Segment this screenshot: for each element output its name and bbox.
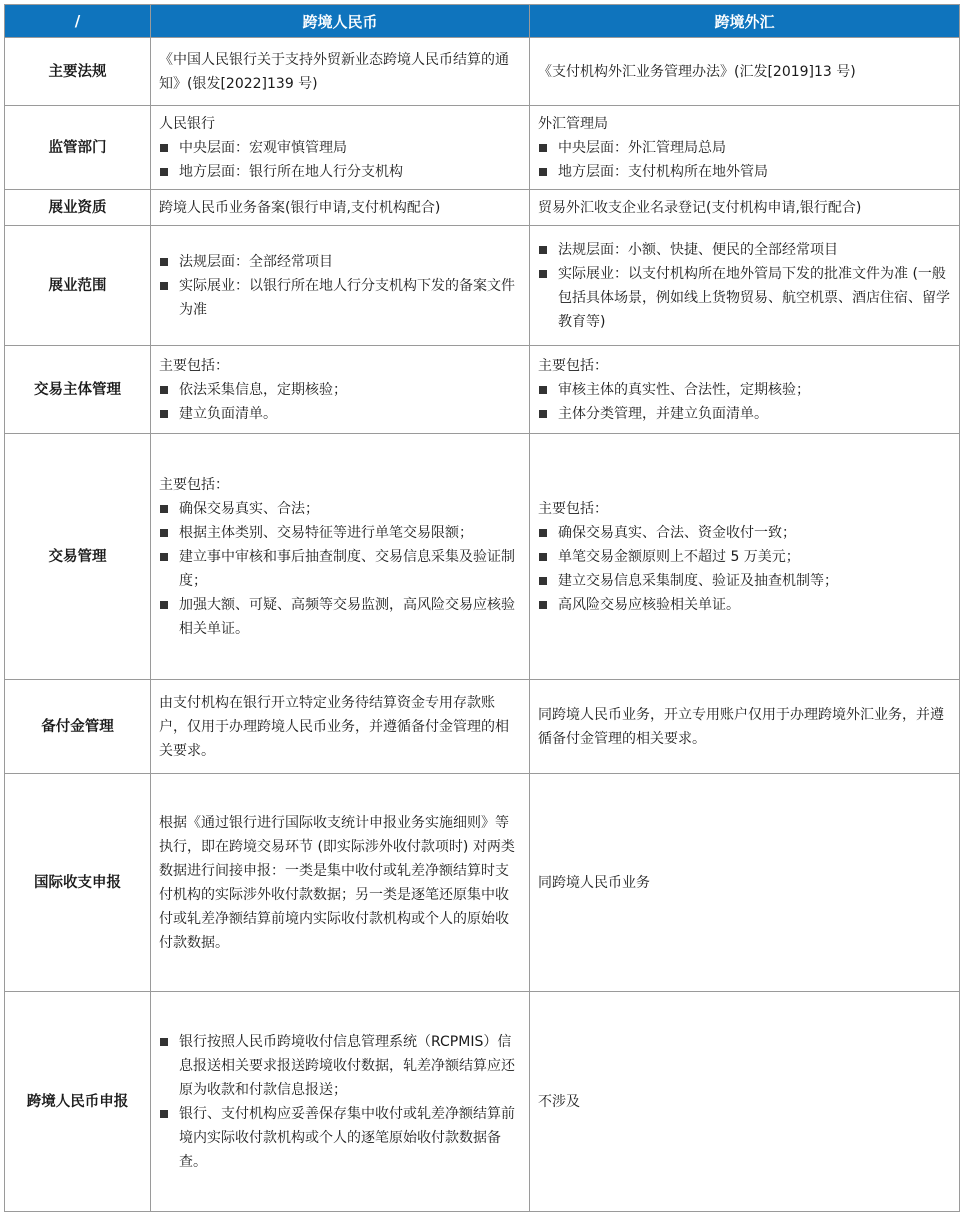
- comparison-table-wrapper: [4, 4, 959, 1212]
- cell-cross-border-rmb: [151, 680, 530, 774]
- table-row: [5, 992, 960, 1212]
- header-row: [5, 5, 960, 38]
- bullet-item: 地方层面：银行所在地人行分支机构: [159, 160, 521, 184]
- cell-cross-border-fx: [530, 774, 960, 992]
- cell-cross-border-fx: [530, 226, 960, 346]
- bullet-item: 审核主体的真实性、合法性，定期核验；: [538, 378, 951, 402]
- bullet-item: 建立负面清单。: [159, 402, 521, 426]
- cell-cross-border-rmb: [151, 106, 530, 190]
- bullet-item: 法规层面：全部经常项目: [159, 250, 521, 274]
- row-label: 国际收支申报: [5, 774, 151, 992]
- cell-cross-border-rmb: [151, 38, 530, 106]
- row-label: 交易主体管理: [5, 346, 151, 434]
- cell-text: 《支付机构外汇业务管理办法》(汇发[2019]13 号): [538, 63, 856, 80]
- cell-cross-border-fx: [530, 106, 960, 190]
- bullet-item: 单笔交易金额原则上不超过 5 万美元；: [538, 545, 951, 569]
- table-header: [5, 5, 960, 38]
- cell-text: 由支付机构在银行开立特定业务待结算资金专用存款账户，仅用于办理跨境人民币业务，并遵循备付金管理的相关要求。: [159, 694, 509, 759]
- cell-text: 不涉及: [538, 1093, 580, 1110]
- header-cross-border-rmb: 跨境人民币: [151, 5, 530, 38]
- table-row: [5, 190, 960, 226]
- cell-text: 外汇管理局: [538, 115, 608, 132]
- table-row: [5, 346, 960, 434]
- bullet-item: 银行、支付机构应妥善保存集中收付或轧差净额结算前境内实际收付款机构或个人的逐笔原始收付款数据备查。: [159, 1102, 521, 1174]
- table-row: [5, 106, 960, 190]
- bullet-item: 中央层面：外汇管理局总局: [538, 136, 951, 160]
- cell-text: 主要包括：: [159, 357, 229, 374]
- bullet-item: 依法采集信息，定期核验；: [159, 378, 521, 402]
- table-row: [5, 38, 960, 106]
- bullet-item: 建立交易信息采集制度、验证及抽查机制等；: [538, 569, 951, 593]
- cell-text: 同跨境人民币业务，开立专用账户仅用于办理跨境外汇业务，并遵循备付金管理的相关要求。: [538, 706, 944, 747]
- cell-cross-border-fx: [530, 190, 960, 226]
- cell-text: 人民银行: [159, 115, 215, 132]
- bullet-item: 法规层面：小额、快捷、便民的全部经常项目: [538, 238, 951, 262]
- bullet-item: 实际展业：以银行所在地人行分支机构下发的备案文件为准: [159, 274, 521, 322]
- table-row: [5, 434, 960, 680]
- header-cross-border-fx: 跨境外汇: [530, 5, 960, 38]
- header-slash: /: [5, 5, 151, 38]
- cell-cross-border-fx: [530, 992, 960, 1212]
- cell-text: 主要包括：: [538, 357, 608, 374]
- cell-text: 同跨境人民币业务: [538, 874, 650, 891]
- cell-cross-border-rmb: [151, 992, 530, 1212]
- row-label: 跨境人民币申报: [5, 992, 151, 1212]
- cell-text: 根据《通过银行进行国际收支统计申报业务实施细则》等执行，即在跨境交易环节 (即实际涉外收付款项时) 对两类数据进行间接申报：一类是集中收付或轧差净额结算时支付机构的实际涉外收付款数据；另一类是逐笔还原集中收付或轧差净额结算前境内实际收付款机构或个人的原始收付款数据。: [159, 814, 515, 951]
- row-label: 展业资质: [5, 190, 151, 226]
- row-label: 主要法规: [5, 38, 151, 106]
- bullet-item: 高风险交易应核验相关单证。: [538, 593, 951, 617]
- cell-cross-border-rmb: [151, 774, 530, 992]
- cell-cross-border-rmb: [151, 346, 530, 434]
- bullet-item: 实际展业：以支付机构所在地外管局下发的批准文件为准 (一般包括具体场景，例如线上货物贸易、航空机票、酒店住宿、留学教育等): [538, 262, 951, 334]
- cell-text: 主要包括：: [538, 500, 608, 517]
- bullet-item: 建立事中审核和事后抽查制度、交易信息采集及验证制度；: [159, 545, 521, 593]
- cell-text: 贸易外汇收支企业名录登记(支付机构申请,银行配合): [538, 199, 862, 216]
- bullet-item: 主体分类管理，并建立负面清单。: [538, 402, 951, 426]
- table-body: [5, 38, 960, 1212]
- row-label: 展业范围: [5, 226, 151, 346]
- comparison-table: [4, 4, 960, 1212]
- row-label: 监管部门: [5, 106, 151, 190]
- bullet-item: 加强大额、可疑、高频等交易监测，高风险交易应核验相关单证。: [159, 593, 521, 641]
- bullet-item: 确保交易真实、合法；: [159, 497, 521, 521]
- table-row: [5, 774, 960, 992]
- bullet-item: 地方层面：支付机构所在地外管局: [538, 160, 951, 184]
- cell-cross-border-fx: [530, 38, 960, 106]
- row-label: 交易管理: [5, 434, 151, 680]
- cell-cross-border-rmb: [151, 434, 530, 680]
- cell-text: 《中国人民银行关于支持外贸新业态跨境人民币结算的通知》(银发[2022]139 号): [159, 51, 509, 92]
- cell-cross-border-rmb: [151, 226, 530, 346]
- table-row: [5, 226, 960, 346]
- bullet-item: 根据主体类别、交易特征等进行单笔交易限额；: [159, 521, 521, 545]
- cell-cross-border-fx: [530, 346, 960, 434]
- cell-cross-border-fx: [530, 680, 960, 774]
- bullet-item: 银行按照人民币跨境收付信息管理系统（RCPMIS）信息报送相关要求报送跨境收付数据，轧差净额结算应还原为收款和付款信息报送；: [159, 1030, 521, 1102]
- cell-cross-border-fx: [530, 434, 960, 680]
- bullet-item: 确保交易真实、合法、资金收付一致；: [538, 521, 951, 545]
- cell-cross-border-rmb: [151, 190, 530, 226]
- table-row: [5, 680, 960, 774]
- cell-text: 跨境人民币业务备案(银行申请,支付机构配合): [159, 199, 441, 216]
- bullet-item: 中央层面：宏观审慎管理局: [159, 136, 521, 160]
- cell-text: 主要包括：: [159, 476, 229, 493]
- row-label: 备付金管理: [5, 680, 151, 774]
